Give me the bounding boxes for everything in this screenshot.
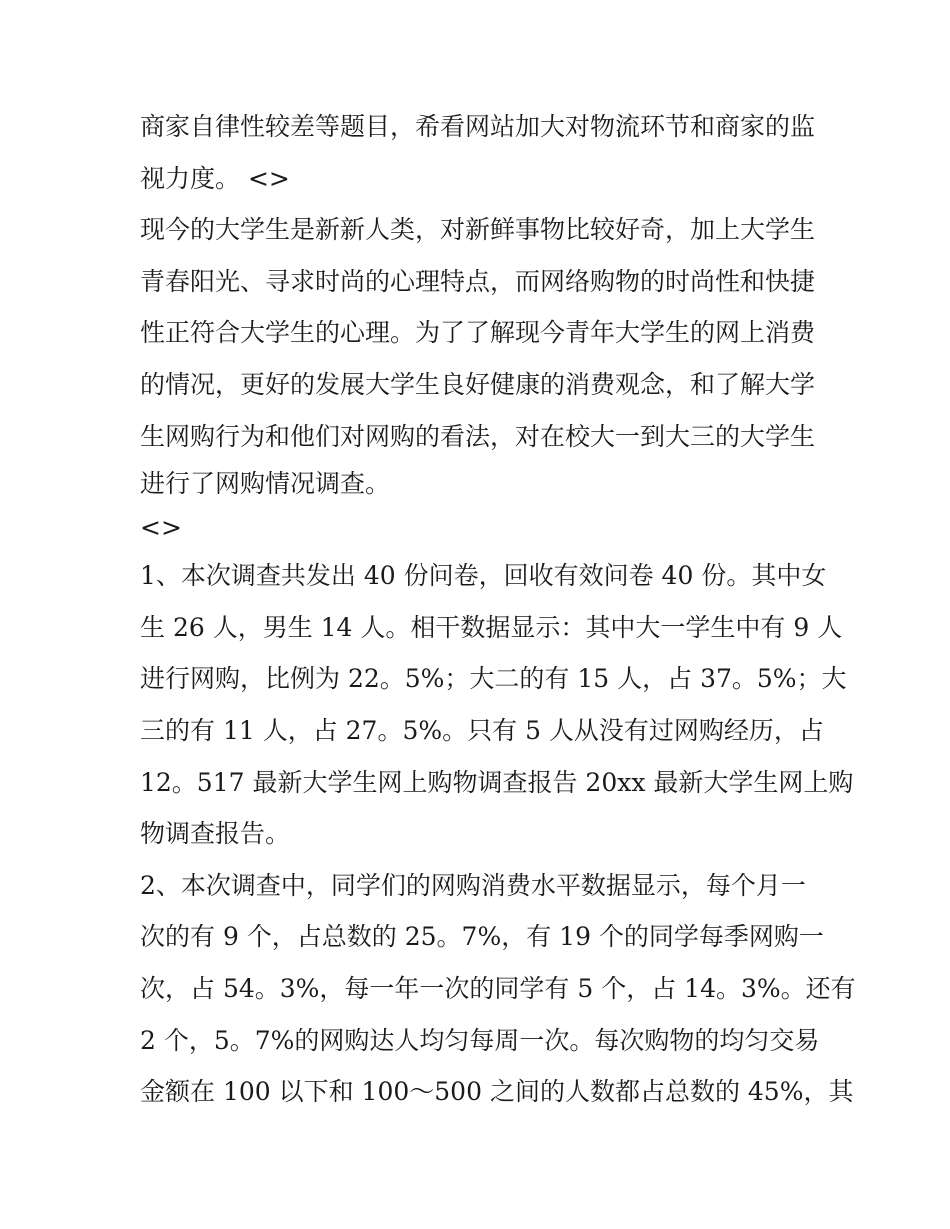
text-line: 进行网购，比例为 22。5%；大二的有 15 人，占 37。5%；大 [140, 664, 847, 694]
text-line: 12。517 最新大学生网上购物调查报告 20xx 最新大学生网上购 [140, 767, 854, 797]
text-line: 1、本次调查共发出 40 份问卷，回收有效问卷 40 份。其中女 [140, 561, 827, 591]
text-line: 次的有 9 个，占总数的 25。7%，有 19 个的同学每季网购一 [140, 922, 824, 952]
text-line: 进行了网购情况调查。 [140, 469, 391, 499]
text-line: 性正符合大学生的心理。为了了解现今青年大学生的网上消费 [140, 318, 816, 348]
text-line: 三的有 11 人，占 27。5%。只有 5 人从没有过网购经历，占 [140, 715, 824, 745]
text-line: 2 个，5。7%的网购达人均匀每周一次。每次购物的均匀交易 [140, 1025, 820, 1055]
text-line: 生 26 人，男生 14 人。相干数据显示：其中大一学生中有 9 人 [140, 612, 843, 642]
text-line: 视力度。 <> [140, 163, 290, 193]
text-line: 次，占 54。3%，每一年一次的同学有 5 个，占 14。3%。还有 [140, 973, 856, 1003]
text-line: 金额在 100 以下和 100～500 之间的人数都占总数的 45%，其 [140, 1077, 854, 1107]
document-body [140, 101, 856, 1118]
text-line: 青春阳光、寻求时尚的心理特点，而网络购物的时尚性和快捷 [140, 266, 816, 296]
text-line: 物调查报告。 [140, 819, 291, 849]
text-line: 的情况，更好的发展大学生良好健康的消费观念，和了解大学 [140, 369, 816, 399]
text-line: <> [140, 513, 182, 543]
text-line: 生网购行为和他们对网购的看法，对在校大一到大三的大学生 [140, 421, 816, 451]
text-line: 2、本次调查中，同学们的网购消费水平数据显示，每个月一 [140, 870, 806, 900]
text-line: 现今的大学生是新新人类，对新鲜事物比较好奇，加上大学生 [140, 215, 816, 245]
text-line: 商家自律性较差等题目，希看网站加大对物流环节和商家的监 [140, 112, 816, 141]
